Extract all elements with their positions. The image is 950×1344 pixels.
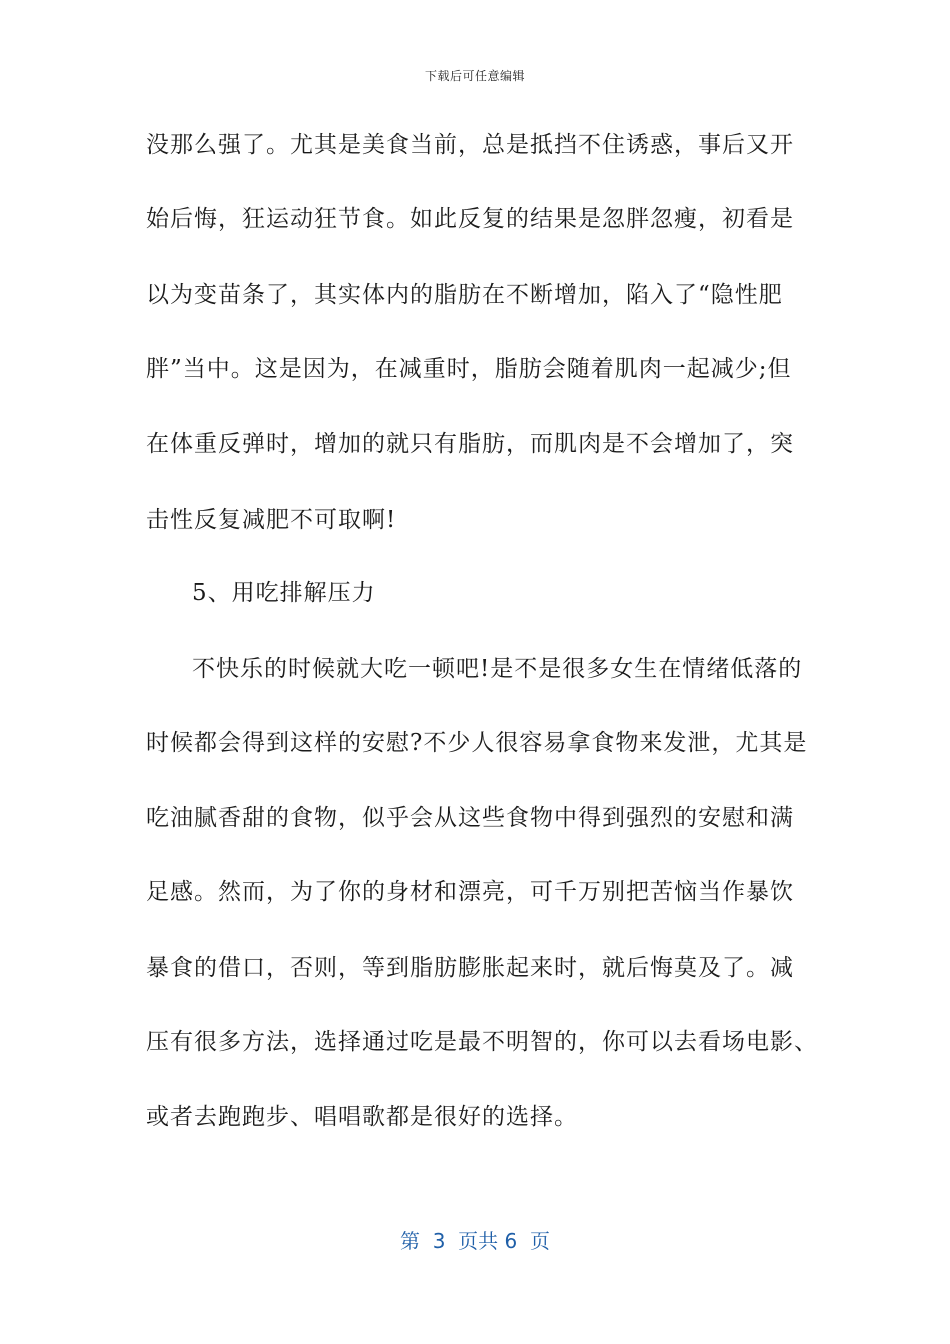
header-note: 下载后可任意编辑 xyxy=(424,69,525,83)
paragraph-line: 足感。然而，为了你的身材和漂亮，可千万别把苦恼当作暴饮 xyxy=(146,879,794,905)
paragraph-line: 击性反复减肥不可取啊! xyxy=(146,507,397,533)
paragraph-line: 不快乐的时候就大吃一顿吧!是不是很多女生在情绪低落的 xyxy=(192,656,803,682)
paragraph-line: 暴食的借口，否则，等到脂肪膨胀起来时，就后悔莫及了。减 xyxy=(146,955,794,981)
paragraph-line: 以为变苗条了，其实体内的脂肪在不断增加，陷入了“隐性肥 xyxy=(146,282,783,308)
paragraph-line: 压有很多方法，选择通过吃是最不明智的，你可以去看场电影、 xyxy=(146,1029,818,1055)
paragraph-line: 在体重反弹时，增加的就只有脂肪，而肌肉是不会增加了，突 xyxy=(146,431,794,457)
paragraph-line: 时候都会得到这样的安慰?不少人很容易拿食物来发泄，尤其是 xyxy=(146,730,808,756)
page-indicator: 第 3 页共 6 页 xyxy=(400,1229,550,1253)
paragraph-line: 胖”当中。这是因为，在减重时，脂肪会随着肌肉一起减少;但 xyxy=(146,356,792,382)
paragraph-line: 始后悔，狂运动狂节食。如此反复的结果是忽胖忽瘦，初看是 xyxy=(146,206,794,232)
paragraph-line: 没那么强了。尤其是美食当前，总是抵挡不住诱惑，事后又开 xyxy=(146,132,794,158)
paragraph-line: 吃油腻香甜的食物，似乎会从这些食物中得到强烈的安慰和满 xyxy=(146,805,794,831)
section-heading: 5、用吃排解压力 xyxy=(192,580,376,606)
paragraph-line: 或者去跑跑步、唱唱歌都是很好的选择。 xyxy=(146,1104,578,1130)
